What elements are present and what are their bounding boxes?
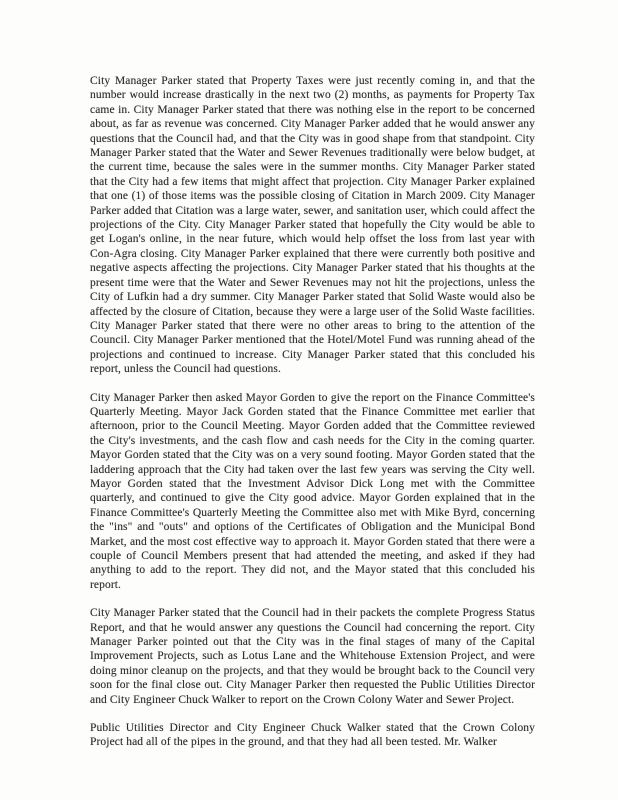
paragraph-finance-committee-report: City Manager Parker then asked Mayor Gorden to give the report on the Finance Committee's Quarterly Meeting. Mayor Jack Gorden stated that the Finance Committee met earlier that afternoon, prior to the Council Meeting. Mayor Gorden added that the Committee reviewed the City's investments, and the cash flow and cash needs for the City in the coming quarter. Mayor Gorden stated that the City was on a very sound footing. Mayor Gorden stated that the laddering approach that the City had taken over the last few years was serving the City well. Mayor Gorden stated that the Investment Advisor Dick Long met with the Committee quarterly, and continued to give the City good advice. Mayor Gorden explained that in the Finance Committee's Quarterly Meeting the Committee also met with Mike Byrd, concerning the "ins" and "outs" and options of the Certificates of Obligation and the Municipal Bond Market, and the most cost effective way to approach it. Mayor Gorden stated that there were a couple of Council Members present that had attended the meeting, and asked if they had anything to add to the report. They did not, and the Mayor stated that this concluded his report. xyxy=(90,391,535,591)
paragraph-progress-status-report: City Manager Parker stated that the Council had in their packets the complete Progress Status Report, and that he would answer any questions the Council had concerning the report. City Manager Parker pointed out that the City was in the final stages of many of the Capital Improvement Projects, such as Lotus Lane and the Whitehouse Extension Project, and were doing minor cleanup on the projects, and that they would be brought back to the Council very soon for the final close out. City Manager Parker then requested the Public Utilities Director and City Engineer Chuck Walker to report on the Crown Colony Water and Sewer Project. xyxy=(90,607,535,706)
paragraph-city-manager-revenue-report: City Manager Parker stated that Property Taxes were just recently coming in, and that the number would increase drastically in the next two (2) months, as payments for Property Tax came in. City Manager Parker stated that there was nothing else in the report to be concerned about, as far as revenue was concerned. City Manager Parker added that he would answer any questions that the Council had, and that the City was in good shape from that standpoint. City Manager Parker stated that the Water and Sewer Revenues traditionally were below budget, at the current time, because the sales were in the summer months. City Manager Parker stated that the City had a few items that might affect that projection. City Manager Parker explained that one (1) of those items was the possible closing of Citation in March 2009. City Manager Parker added that Citation was a large water, sewer, and sanitation user, which could affect the projections of the City. City Manager Parker stated that hopefully the City would be able to get Logan's online, in the near future, which would help offset the loss from last year with Con-Agra closing. City Manager Parker explained that there were currently both positive and negative aspects affecting the projections. City Manager Parker stated that his thoughts at the present time were that the Water and Sewer Revenues may not hit the projections, unless the City of Lufkin had a dry summer. City Manager Parker stated that Solid Waste would also be affected by the closure of Citation, because they were a large user of the Solid Waste facilities. City Manager Parker stated that there were no other areas to bring to the attention of the Council. City Manager Parker mentioned that the Hotel/Motel Fund was running ahead of the projections and continued to increase. City Manager Parker stated that this concluded his report, unless the Council had questions. xyxy=(90,75,535,376)
text-block xyxy=(90,74,535,764)
paragraph-crown-colony-report: Public Utilities Director and City Engineer Chuck Walker stated that the Crown Colony Project had all of the pipes in the ground, and that they had all been tested. Mr. Walker xyxy=(90,722,535,749)
